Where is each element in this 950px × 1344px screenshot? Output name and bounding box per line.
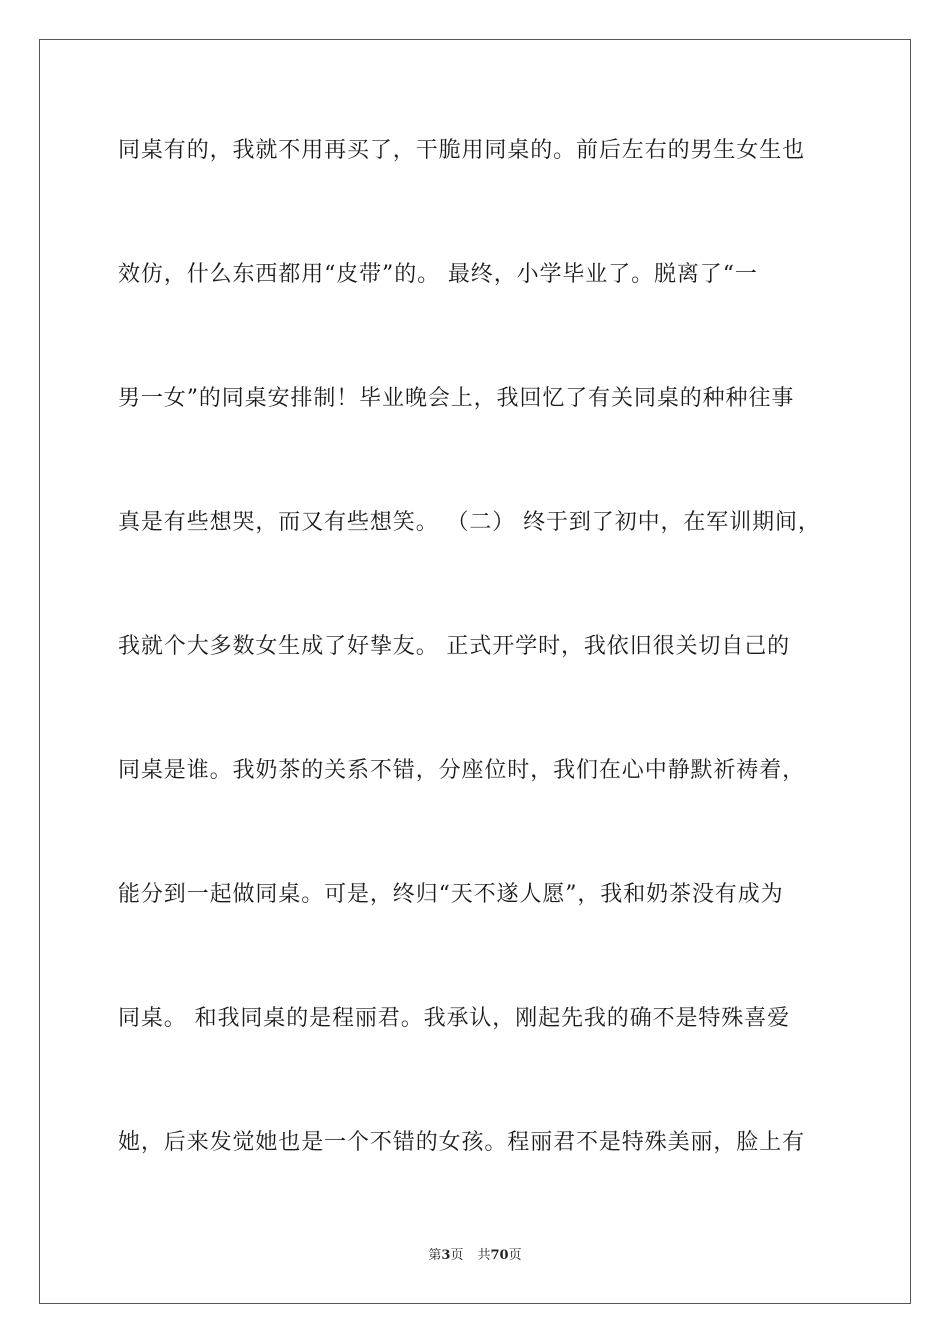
total-prefix: 共 <box>477 1248 491 1263</box>
text-line-5: 我就个大多数女生成了好挚友。 正式开学时，我依旧很关切自己的 <box>118 634 790 659</box>
total-pages: 70 <box>490 1248 509 1263</box>
text-line-4: 真是有些想哭，而又有些想笑。 （二） 终于到了初中，在军训期间， <box>118 510 821 535</box>
text-line-2: 效仿，什么东西都用“皮带”的。 最终，小学毕业了。脱离了“一 <box>118 262 758 287</box>
text-line-8: 同桌。 和我同桌的是程丽君。我承认，刚起先我的确不是特殊喜爱 <box>118 1006 790 1031</box>
text-line-7: 能分到一起做同桌。可是，终归“天不遂人愿”，我和奶茶没有成为 <box>118 882 784 907</box>
page-footer <box>0 1247 950 1265</box>
text-line-1: 同桌有的，我就不用再买了，干脆用同桌的。前后左右的男生女生也 <box>118 138 806 163</box>
page-suffix: 页 <box>450 1248 464 1263</box>
text-line-6: 同桌是谁。我奶茶的关系不错，分座位时，我们在心中静默祈祷着， <box>118 758 806 783</box>
total-suffix: 页 <box>508 1248 522 1263</box>
page-prefix: 第 <box>428 1248 442 1263</box>
text-line-3: 男一女”的同桌安排制！毕业晚会上，我回忆了有关同桌的种种往事 <box>118 386 795 411</box>
text-line-9: 她，后来发觉她也是一个不错的女孩。程丽君不是特殊美丽，脸上有 <box>118 1130 806 1155</box>
page-border <box>39 39 911 1304</box>
page-number: 3 <box>441 1248 451 1263</box>
